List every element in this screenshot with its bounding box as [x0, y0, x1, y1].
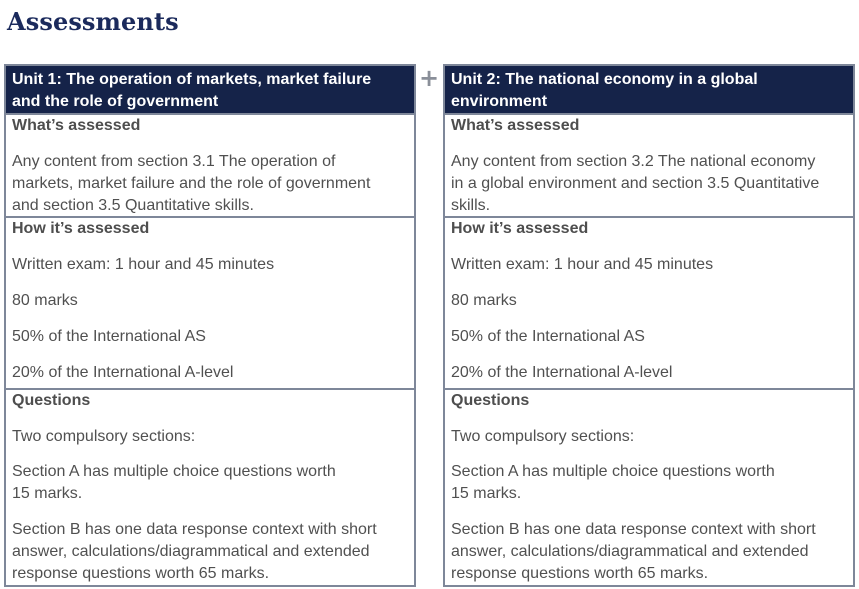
how-assessed-label: How it’s assessed	[451, 220, 589, 237]
questions-label: Questions	[12, 392, 91, 409]
whats-assessed-line: skills.	[451, 197, 491, 214]
plus-icon: +	[419, 64, 440, 92]
section-b-line: response questions worth 65 marks.	[451, 565, 709, 582]
unit-1-panel	[4, 64, 416, 587]
whats-assessed-line: in a global environment and section 3.5 Quantitative	[451, 175, 820, 192]
section-b-line: response questions worth 65 marks.	[12, 565, 270, 582]
section-b-line: answer, calculations/diagrammatical and extended	[12, 543, 370, 560]
unit-2-heading	[445, 66, 853, 113]
unit-1-heading	[6, 66, 414, 113]
section-a-line: 15 marks.	[12, 485, 83, 502]
questions-intro: Two compulsory sections:	[451, 428, 635, 445]
whats-assessed-label: What’s assessed	[451, 117, 580, 134]
unit-1-whats-assessed	[6, 113, 414, 216]
whats-assessed-line: Any content from section 3.1 The operation of	[12, 153, 336, 170]
how-assessed-item: 80 marks	[451, 292, 517, 309]
questions-intro: Two compulsory sections:	[12, 428, 196, 445]
how-assessed-item: 20% of the International A-level	[12, 364, 234, 381]
how-assessed-item: Written exam: 1 hour and 45 minutes	[12, 256, 275, 273]
unit-1-how-assessed	[6, 216, 414, 388]
unit-1-heading-line-2: and the role of government	[12, 93, 219, 110]
section-b-line: answer, calculations/diagrammatical and extended	[451, 543, 809, 560]
whats-assessed-label: What’s assessed	[12, 117, 141, 134]
unit-1-heading-line-1: Unit 1: The operation of markets, market failure	[12, 71, 372, 88]
unit-2-questions	[445, 388, 853, 585]
section-a-line: Section A has multiple choice questions worth	[451, 463, 775, 480]
section-a-line: Section A has multiple choice questions worth	[12, 463, 336, 480]
how-assessed-item: 50% of the International AS	[12, 328, 206, 345]
whats-assessed-line: markets, market failure and the role of government	[12, 175, 371, 192]
section-b-line: Section B has one data response context with short	[12, 521, 377, 538]
unit-2-heading-line-2: environment	[451, 93, 548, 110]
how-assessed-label: How it’s assessed	[12, 220, 150, 237]
page-title: Assessments	[7, 7, 179, 36]
whats-assessed-line: Any content from section 3.2 The national economy	[451, 153, 816, 170]
unit-2-panel	[443, 64, 855, 587]
how-assessed-item: Written exam: 1 hour and 45 minutes	[451, 256, 714, 273]
section-b-line: Section B has one data response context with short	[451, 521, 816, 538]
section-a-line: 15 marks.	[451, 485, 522, 502]
how-assessed-item: 80 marks	[12, 292, 78, 309]
how-assessed-item: 20% of the International A-level	[451, 364, 673, 381]
questions-label: Questions	[451, 392, 530, 409]
unit-2-heading-line-1: Unit 2: The national economy in a global	[451, 71, 758, 88]
whats-assessed-line: and section 3.5 Quantitative skills.	[12, 197, 254, 214]
unit-2-how-assessed	[445, 216, 853, 388]
how-assessed-item: 50% of the International AS	[451, 328, 645, 345]
unit-2-whats-assessed	[445, 113, 853, 216]
unit-1-questions	[6, 388, 414, 585]
